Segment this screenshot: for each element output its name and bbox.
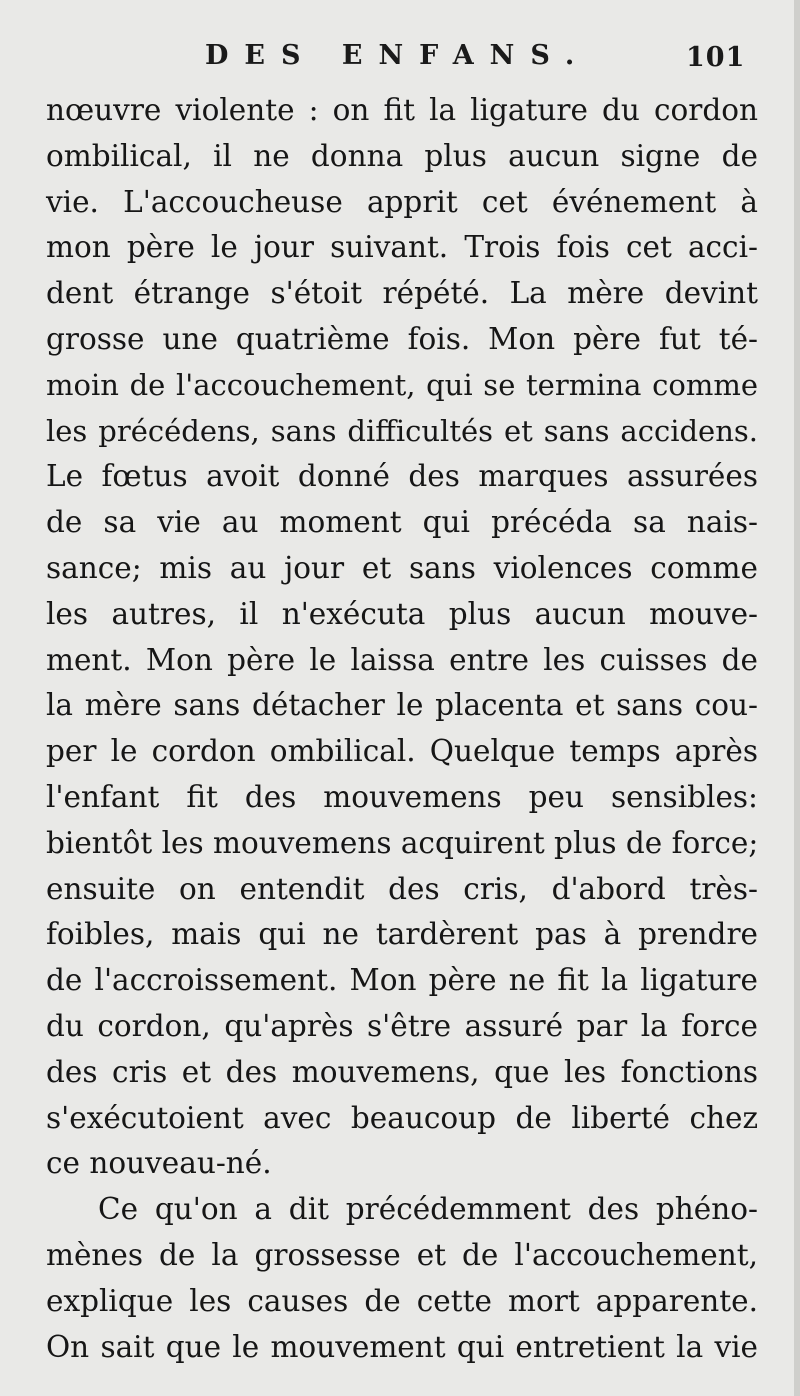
- text-line: ce nouveau-né.: [46, 1146, 272, 1181]
- text-line: per le cordon ombilical. Quelque temps après: [46, 734, 758, 769]
- text-line: Ce qu'on a dit précédemment des phéno-: [98, 1192, 758, 1227]
- body-text: [46, 88, 758, 1370]
- text-line: On sait que le mouvement qui entretient la vie: [46, 1329, 758, 1364]
- text-line: mon père le jour suivant. Trois fois cet acci-: [46, 230, 758, 265]
- text-line: sance; mis au jour et sans violences comme: [46, 550, 758, 585]
- page-header: [0, 36, 800, 80]
- text-line: bientôt les mouvemens acquirent plus de force;: [46, 825, 759, 860]
- page-number: 101: [686, 42, 746, 73]
- text-line: du cordon, qu'après s'être assuré par la force: [46, 1008, 758, 1043]
- text-line: mènes de la grossesse et de l'accouchement,: [46, 1237, 758, 1272]
- text-line: moin de l'accouchement, qui se termina comme: [46, 367, 758, 402]
- text-line: grosse une quatrième fois. Mon père fut té-: [46, 321, 758, 356]
- text-line: de l'accroissement. Mon père ne fit la ligature: [46, 963, 758, 998]
- text-line: s'exécutoient avec beaucoup de liberté chez: [46, 1100, 758, 1135]
- text-line: les autres, il n'exécuta plus aucun mouve-: [46, 596, 758, 631]
- text-line: dent étrange s'étoit répété. La mère devint: [46, 276, 758, 311]
- page-edge: [794, 0, 800, 1396]
- text-line: l'enfant fit des mouvemens peu sensibles:: [46, 779, 758, 814]
- text-line: foibles, mais qui ne tardèrent pas à prendre: [46, 917, 758, 952]
- text-line: ensuite on entendit des cris, d'abord très-: [46, 871, 758, 906]
- text-line: explique les causes de cette mort apparente.: [46, 1283, 758, 1318]
- text-line: vie. L'accoucheuse apprit cet événement à: [46, 184, 758, 219]
- text-line: Le fœtus avoit donné des marques assurées: [46, 459, 758, 494]
- text-line: les précédens, sans difficultés et sans accidens.: [46, 413, 758, 448]
- paragraph-2: [46, 1187, 758, 1370]
- text-line: de sa vie au moment qui précéda sa nais-: [46, 505, 758, 540]
- text-line: des cris et des mouvemens, que les fonctions: [46, 1054, 758, 1089]
- running-head: DES ENFANS.: [205, 40, 591, 71]
- text-line: ombilical, il ne donna plus aucun signe de: [46, 138, 758, 173]
- text-line: nœuvre violente : on fit la ligature du cordon: [46, 93, 758, 127]
- text-line: la mère sans détacher le placenta et sans cou-: [46, 688, 758, 723]
- paragraph-1: [46, 88, 758, 1187]
- text-line: ment. Mon père le laissa entre les cuisses de: [46, 642, 758, 677]
